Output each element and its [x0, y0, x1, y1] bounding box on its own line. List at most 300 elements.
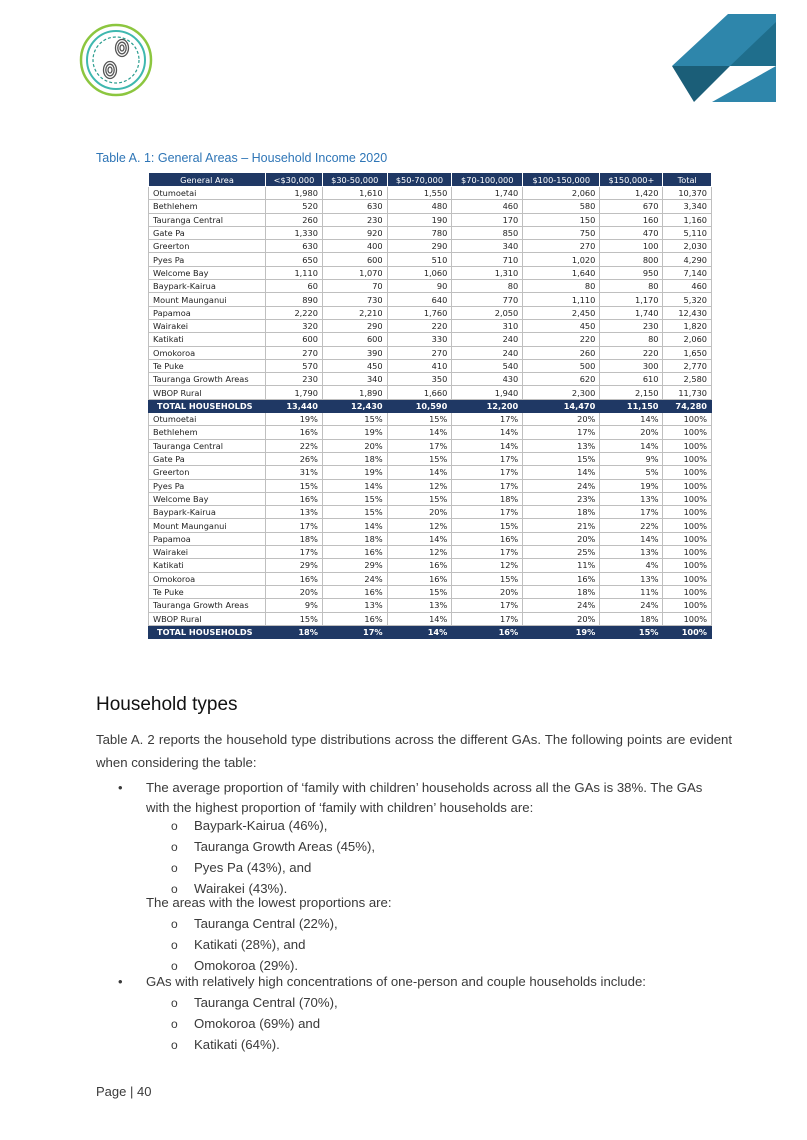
table-row: [149, 466, 712, 479]
value-cell: 24%: [322, 572, 387, 585]
value-cell: 4%: [600, 559, 663, 572]
value-cell: 16%: [322, 585, 387, 598]
value-cell: 1,650: [663, 346, 712, 359]
sub-bullet-marker: o: [171, 861, 178, 875]
value-cell: 630: [266, 240, 323, 253]
intro-paragraph: Table A. 2 reports the household type distributions across the different GAs. The following points are evident when considering the table:: [96, 732, 732, 770]
value-cell: 270: [387, 346, 452, 359]
value-cell: 770: [452, 293, 523, 306]
value-cell: 190: [387, 213, 452, 226]
value-cell: 410: [387, 359, 452, 372]
value-cell: 260: [266, 213, 323, 226]
value-cell: 29%: [322, 559, 387, 572]
value-cell: 15%: [387, 585, 452, 598]
area-name-cell: Te Puke: [149, 585, 266, 598]
value-cell: 9%: [266, 599, 323, 612]
value-cell: 15%: [452, 572, 523, 585]
value-cell: 100%: [663, 439, 712, 452]
value-cell: 1,980: [266, 187, 323, 200]
table-row: [149, 386, 712, 399]
table-row: [149, 213, 712, 226]
value-cell: 100%: [663, 519, 712, 532]
value-cell: 14%: [523, 466, 600, 479]
area-name-cell: Baypark-Kairua: [149, 280, 266, 293]
value-cell: 270: [523, 240, 600, 253]
table-row: [149, 572, 712, 585]
value-cell: 340: [322, 373, 387, 386]
value-cell: 390: [322, 346, 387, 359]
value-cell: 80: [523, 280, 600, 293]
value-cell: 16%: [266, 572, 323, 585]
value-cell: 14%: [452, 426, 523, 439]
value-cell: 2,220: [266, 306, 323, 319]
table-row: [149, 426, 712, 439]
value-cell: 22%: [266, 439, 323, 452]
value-cell: 290: [387, 240, 452, 253]
sub-bullet-marker: o: [171, 882, 178, 896]
value-cell: 1,550: [387, 187, 452, 200]
area-name-cell: Gate Pa: [149, 226, 266, 239]
value-cell: 17%: [452, 479, 523, 492]
area-name-cell: WBOP Rural: [149, 612, 266, 625]
value-cell: 7,140: [663, 266, 712, 279]
value-cell: 1,790: [266, 386, 323, 399]
table-row: [149, 306, 712, 319]
table-row: [149, 599, 712, 612]
value-cell: 19%: [322, 426, 387, 439]
value-cell: 1,310: [452, 266, 523, 279]
table-row: [149, 519, 712, 532]
list-item: Baypark-Kairua (46%),: [194, 818, 328, 833]
value-cell: 230: [600, 319, 663, 332]
value-cell: 800: [600, 253, 663, 266]
table-row: [149, 240, 712, 253]
value-cell: 17%: [452, 452, 523, 465]
value-cell: 620: [523, 373, 600, 386]
list-item: Tauranga Central (22%),: [194, 916, 338, 931]
sub-bullet-marker: o: [171, 938, 178, 952]
area-name-cell: Tauranga Central: [149, 213, 266, 226]
value-cell: 14%: [387, 625, 452, 638]
value-cell: 1,760: [387, 306, 452, 319]
value-cell: 13%: [266, 506, 323, 519]
area-name-cell: Otumoetai: [149, 187, 266, 200]
value-cell: 2,060: [663, 333, 712, 346]
list-item: Katikati (28%), and: [194, 937, 306, 952]
value-cell: 610: [600, 373, 663, 386]
table-row: [149, 546, 712, 559]
area-name-cell: Welcome Bay: [149, 266, 266, 279]
value-cell: 14%: [322, 519, 387, 532]
value-cell: 2,450: [523, 306, 600, 319]
value-cell: 18%: [266, 532, 323, 545]
value-cell: 24%: [523, 599, 600, 612]
value-cell: 19%: [600, 479, 663, 492]
value-cell: 17%: [452, 506, 523, 519]
header-cell: $150,000+: [600, 173, 663, 187]
value-cell: 920: [322, 226, 387, 239]
value-cell: 14%: [600, 439, 663, 452]
value-cell: 340: [452, 240, 523, 253]
value-cell: 16%: [387, 559, 452, 572]
value-cell: 14%: [600, 532, 663, 545]
value-cell: 1,610: [322, 187, 387, 200]
header-cell: $30-50,000: [322, 173, 387, 187]
value-cell: 15%: [266, 479, 323, 492]
area-name-cell: Tauranga Growth Areas: [149, 599, 266, 612]
value-cell: 270: [266, 346, 323, 359]
area-name-cell: Otumoetai: [149, 413, 266, 426]
value-cell: 15%: [600, 625, 663, 638]
value-cell: 20%: [387, 506, 452, 519]
value-cell: 14%: [387, 426, 452, 439]
header-cell: Total: [663, 173, 712, 187]
value-cell: 20%: [523, 532, 600, 545]
value-cell: 17%: [452, 413, 523, 426]
value-cell: 650: [266, 253, 323, 266]
table-row: [149, 293, 712, 306]
area-name-cell: Bethlehem: [149, 426, 266, 439]
value-cell: 15%: [266, 612, 323, 625]
value-cell: 16%: [387, 572, 452, 585]
area-name-cell: Greerton: [149, 466, 266, 479]
value-cell: 2,060: [523, 187, 600, 200]
value-cell: 16%: [523, 572, 600, 585]
value-cell: 4,290: [663, 253, 712, 266]
value-cell: 14%: [387, 466, 452, 479]
value-cell: 100%: [663, 506, 712, 519]
value-cell: 890: [266, 293, 323, 306]
value-cell: 13%: [600, 492, 663, 505]
value-cell: 18%: [600, 612, 663, 625]
value-cell: 60: [266, 280, 323, 293]
value-cell: 160: [600, 213, 663, 226]
table-header-row: [149, 173, 712, 187]
household-income-table: [148, 172, 712, 639]
sub-bullet-marker: o: [171, 917, 178, 931]
area-name-cell: TOTAL HOUSEHOLDS: [149, 625, 266, 638]
value-cell: 18%: [452, 492, 523, 505]
right-logo: [672, 14, 776, 102]
value-cell: 460: [452, 200, 523, 213]
table-row: [149, 559, 712, 572]
value-cell: 13%: [600, 546, 663, 559]
sub-bullet-marker: o: [171, 959, 178, 973]
value-cell: 220: [600, 346, 663, 359]
value-cell: 15%: [387, 492, 452, 505]
value-cell: 540: [452, 359, 523, 372]
value-cell: 460: [663, 280, 712, 293]
table-row: [149, 452, 712, 465]
table-row: [149, 506, 712, 519]
area-name-cell: Wairakei: [149, 546, 266, 559]
value-cell: 100%: [663, 413, 712, 426]
value-cell: 14%: [387, 612, 452, 625]
value-cell: 100%: [663, 452, 712, 465]
value-cell: 100%: [663, 479, 712, 492]
value-cell: 710: [452, 253, 523, 266]
value-cell: 13,440: [266, 399, 323, 412]
table-row: [149, 200, 712, 213]
value-cell: 17%: [452, 599, 523, 612]
area-name-cell: Katikati: [149, 559, 266, 572]
value-cell: 100%: [663, 532, 712, 545]
sub-bullet-marker: o: [171, 996, 178, 1010]
table-row: [149, 187, 712, 200]
value-cell: 17%: [452, 466, 523, 479]
value-cell: 1,110: [523, 293, 600, 306]
value-cell: 580: [523, 200, 600, 213]
area-name-cell: Greerton: [149, 240, 266, 253]
table-row: [149, 253, 712, 266]
value-cell: 730: [322, 293, 387, 306]
area-name-cell: Gate Pa: [149, 452, 266, 465]
table-caption: Table A. 1: General Areas – Household Income 2020: [96, 151, 388, 165]
value-cell: 21%: [523, 519, 600, 532]
value-cell: 220: [523, 333, 600, 346]
area-name-cell: TOTAL HOUSEHOLDS: [149, 399, 266, 412]
value-cell: 90: [387, 280, 452, 293]
value-cell: 17%: [600, 506, 663, 519]
value-cell: 16%: [266, 492, 323, 505]
value-cell: 100%: [663, 585, 712, 598]
value-cell: 19%: [523, 625, 600, 638]
value-cell: 17%: [452, 612, 523, 625]
value-cell: 1,940: [452, 386, 523, 399]
value-cell: 24%: [600, 599, 663, 612]
list-item: Omokoroa (29%).: [194, 958, 299, 973]
value-cell: 13%: [600, 572, 663, 585]
table-row: [149, 479, 712, 492]
area-name-cell: Pyes Pa: [149, 253, 266, 266]
area-name-cell: Tauranga Growth Areas: [149, 373, 266, 386]
lowest-intro: The areas with the lowest proportions are:: [146, 895, 392, 910]
value-cell: 14,470: [523, 399, 600, 412]
left-logo: [78, 22, 154, 98]
value-cell: 20%: [523, 413, 600, 426]
value-cell: 15%: [523, 452, 600, 465]
value-cell: 74,280: [663, 399, 712, 412]
value-cell: 240: [452, 333, 523, 346]
value-cell: 14%: [452, 439, 523, 452]
area-name-cell: Papamoa: [149, 306, 266, 319]
value-cell: 18%: [322, 452, 387, 465]
value-cell: 12,430: [322, 399, 387, 412]
value-cell: 290: [322, 319, 387, 332]
value-cell: 10,370: [663, 187, 712, 200]
value-cell: 12%: [387, 519, 452, 532]
area-name-cell: Baypark-Kairua: [149, 506, 266, 519]
value-cell: 450: [322, 359, 387, 372]
bullet-dot: •: [118, 974, 123, 989]
list-item: Wairakei (43%).: [194, 881, 288, 896]
value-cell: 230: [322, 213, 387, 226]
value-cell: 70: [322, 280, 387, 293]
value-cell: 29%: [266, 559, 323, 572]
header-cell: $70-100,000: [452, 173, 523, 187]
list-item: Katikati (64%).: [194, 1037, 280, 1052]
bullet2-text: GAs with relatively high concentrations of one-person and couple households include:: [146, 974, 646, 989]
value-cell: 480: [387, 200, 452, 213]
value-cell: 19%: [322, 466, 387, 479]
table-row: [149, 280, 712, 293]
value-cell: 510: [387, 253, 452, 266]
value-cell: 2,150: [600, 386, 663, 399]
value-cell: 14%: [387, 532, 452, 545]
value-cell: 520: [266, 200, 323, 213]
value-cell: 2,030: [663, 240, 712, 253]
section-heading: Household types: [96, 694, 238, 715]
value-cell: 1,640: [523, 266, 600, 279]
value-cell: 100: [600, 240, 663, 253]
value-cell: 1,420: [600, 187, 663, 200]
value-cell: 16%: [266, 426, 323, 439]
value-cell: 1,060: [387, 266, 452, 279]
table-row: [149, 373, 712, 386]
list-item: Tauranga Growth Areas (45%),: [194, 839, 376, 854]
value-cell: 2,300: [523, 386, 600, 399]
table-row: [149, 612, 712, 625]
value-cell: 20%: [600, 426, 663, 439]
area-name-cell: Wairakei: [149, 319, 266, 332]
value-cell: 100%: [663, 492, 712, 505]
value-cell: 11%: [523, 559, 600, 572]
list-item: Pyes Pa (43%), and: [194, 860, 312, 875]
value-cell: 2,210: [322, 306, 387, 319]
value-cell: 1,660: [387, 386, 452, 399]
header-cell: $50-70,000: [387, 173, 452, 187]
header-cell: <$30,000: [266, 173, 323, 187]
value-cell: 25%: [523, 546, 600, 559]
value-cell: 16%: [322, 612, 387, 625]
value-cell: 950: [600, 266, 663, 279]
value-cell: 80: [452, 280, 523, 293]
value-cell: 100%: [663, 572, 712, 585]
value-cell: 100%: [663, 426, 712, 439]
table-row: [149, 585, 712, 598]
value-cell: 18%: [523, 585, 600, 598]
list-item: Omokoroa (69%) and: [194, 1016, 321, 1031]
total-row: [149, 399, 712, 412]
value-cell: 600: [322, 253, 387, 266]
value-cell: 20%: [452, 585, 523, 598]
value-cell: 16%: [452, 625, 523, 638]
value-cell: 100%: [663, 559, 712, 572]
value-cell: 17%: [523, 426, 600, 439]
value-cell: 150: [523, 213, 600, 226]
value-cell: 100%: [663, 546, 712, 559]
value-cell: 26%: [266, 452, 323, 465]
table-row: [149, 333, 712, 346]
area-name-cell: WBOP Rural: [149, 386, 266, 399]
value-cell: 17%: [322, 625, 387, 638]
value-cell: 2,770: [663, 359, 712, 372]
value-cell: 600: [322, 333, 387, 346]
value-cell: 100%: [663, 625, 712, 638]
value-cell: 12%: [387, 479, 452, 492]
table-body: [149, 187, 712, 639]
sub-bullet-marker: o: [171, 1038, 178, 1052]
sub-bullet-marker: o: [171, 819, 178, 833]
value-cell: 10,590: [387, 399, 452, 412]
value-cell: 5,110: [663, 226, 712, 239]
table-row: [149, 359, 712, 372]
value-cell: 20%: [523, 612, 600, 625]
value-cell: 17%: [452, 546, 523, 559]
value-cell: 18%: [322, 532, 387, 545]
value-cell: 15%: [387, 452, 452, 465]
value-cell: 780: [387, 226, 452, 239]
value-cell: 1,890: [322, 386, 387, 399]
value-cell: 3,340: [663, 200, 712, 213]
value-cell: 640: [387, 293, 452, 306]
list-item: Tauranga Central (70%),: [194, 995, 338, 1010]
value-cell: 670: [600, 200, 663, 213]
value-cell: 20%: [322, 439, 387, 452]
value-cell: 13%: [387, 599, 452, 612]
page-number: Page | 40: [96, 1084, 152, 1099]
value-cell: 80: [600, 280, 663, 293]
table-row: [149, 439, 712, 452]
value-cell: 15%: [322, 413, 387, 426]
value-cell: 12,430: [663, 306, 712, 319]
value-cell: 2,050: [452, 306, 523, 319]
value-cell: 31%: [266, 466, 323, 479]
value-cell: 17%: [266, 546, 323, 559]
value-cell: 20%: [266, 585, 323, 598]
value-cell: 16%: [452, 532, 523, 545]
value-cell: 11%: [600, 585, 663, 598]
sub-bullet-marker: o: [171, 1017, 178, 1031]
value-cell: 240: [452, 346, 523, 359]
sub-bullet-marker: o: [171, 840, 178, 854]
value-cell: 13%: [523, 439, 600, 452]
value-cell: 17%: [266, 519, 323, 532]
value-cell: 430: [452, 373, 523, 386]
area-name-cell: Omokoroa: [149, 346, 266, 359]
value-cell: 310: [452, 319, 523, 332]
value-cell: 350: [387, 373, 452, 386]
area-name-cell: Mount Maunganui: [149, 519, 266, 532]
value-cell: 80: [600, 333, 663, 346]
value-cell: 1,740: [452, 187, 523, 200]
value-cell: 11,730: [663, 386, 712, 399]
bullet1-line1: The average proportion of ‘family with children’ households across all the GAs is 38%. The GAs: [146, 780, 703, 795]
value-cell: 22%: [600, 519, 663, 532]
value-cell: 16%: [322, 546, 387, 559]
area-name-cell: Omokoroa: [149, 572, 266, 585]
value-cell: 220: [387, 319, 452, 332]
value-cell: 1,170: [600, 293, 663, 306]
value-cell: 23%: [523, 492, 600, 505]
value-cell: 18%: [523, 506, 600, 519]
value-cell: 1,020: [523, 253, 600, 266]
value-cell: 13%: [322, 599, 387, 612]
value-cell: 400: [322, 240, 387, 253]
value-cell: 17%: [387, 439, 452, 452]
value-cell: 850: [452, 226, 523, 239]
area-name-cell: Bethlehem: [149, 200, 266, 213]
value-cell: 15%: [322, 492, 387, 505]
value-cell: 260: [523, 346, 600, 359]
table-row: [149, 319, 712, 332]
value-cell: 170: [452, 213, 523, 226]
value-cell: 9%: [600, 452, 663, 465]
value-cell: 450: [523, 319, 600, 332]
value-cell: 320: [266, 319, 323, 332]
value-cell: 5,320: [663, 293, 712, 306]
value-cell: 19%: [266, 413, 323, 426]
